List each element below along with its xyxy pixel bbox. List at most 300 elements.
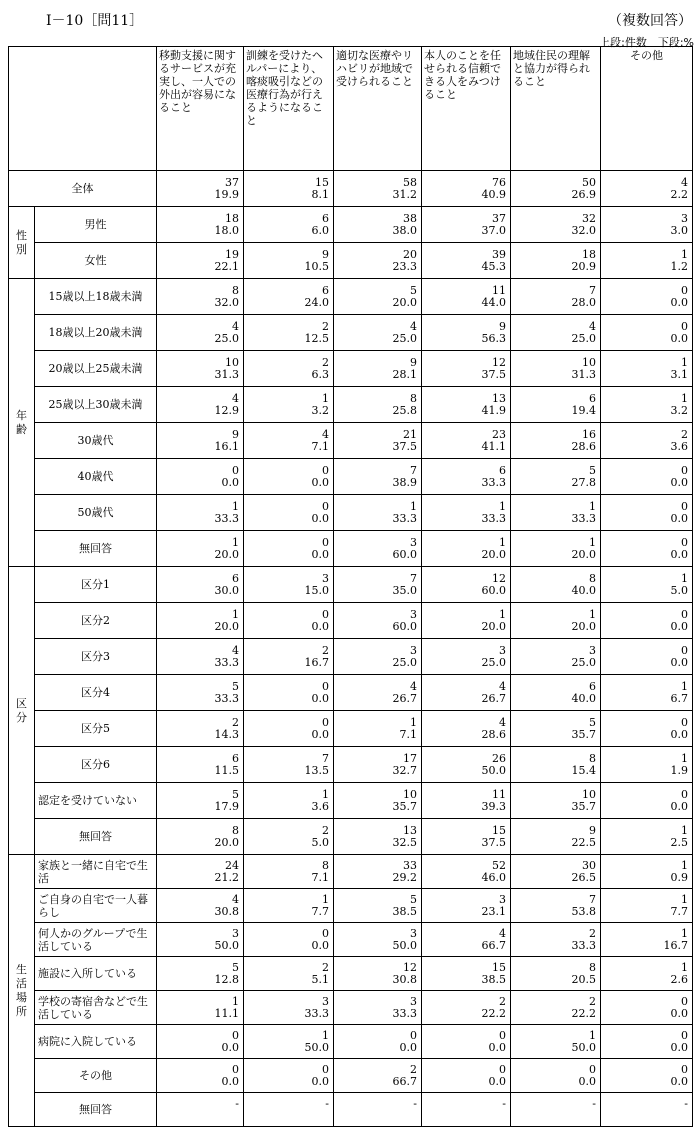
percent-value: 3.2 <box>311 403 329 417</box>
percent-value: 30.0 <box>214 583 239 597</box>
table-row <box>9 171 693 207</box>
percent-value: 0.0 <box>488 1074 506 1088</box>
row-label: 男性 <box>35 207 157 243</box>
count-value: 30 <box>582 858 596 872</box>
count-value: 1 <box>499 535 506 549</box>
value-cell <box>244 387 334 423</box>
count-value: 4 <box>232 391 239 405</box>
row-label: 40歳代 <box>35 459 157 495</box>
percent-value: 66.7 <box>392 1074 417 1088</box>
count-value: 3 <box>322 571 329 585</box>
count-value: 1 <box>681 751 688 765</box>
percent-value: 32.0 <box>214 295 239 309</box>
percent-value: 41.9 <box>481 403 506 417</box>
value-cell <box>244 495 334 531</box>
percent-value: 25.0 <box>214 331 239 345</box>
value-cell <box>334 991 422 1025</box>
table-row <box>9 711 693 747</box>
value-cell <box>334 1093 422 1127</box>
value-cell <box>334 1025 422 1059</box>
count-value: 7 <box>589 283 596 297</box>
percent-value: 20.9 <box>571 259 596 273</box>
survey-table <box>8 46 693 1127</box>
value-cell <box>511 531 601 567</box>
percent-value: 38.5 <box>481 972 506 986</box>
count-value: 1 <box>681 892 688 906</box>
percent-value: 0.0 <box>311 547 329 561</box>
percent-value: 7.1 <box>399 727 417 741</box>
percent-value: 14.3 <box>214 727 239 741</box>
value-cell <box>422 423 511 459</box>
count-value: 11 <box>492 283 506 297</box>
value-cell <box>601 171 693 207</box>
percent-value: 20.0 <box>214 835 239 849</box>
count-value: 0 <box>681 319 688 333</box>
count-value: 5 <box>410 892 417 906</box>
value-cell <box>422 675 511 711</box>
value-cell <box>244 855 334 889</box>
count-value: 10 <box>582 787 596 801</box>
percent-value: 41.1 <box>481 439 506 453</box>
value-cell <box>244 747 334 783</box>
count-value: 0 <box>232 1062 239 1076</box>
percent-value: 32.0 <box>571 223 596 237</box>
count-value: 0 <box>681 499 688 513</box>
percent-value: 23.1 <box>481 904 506 918</box>
count-value: 0 <box>681 1062 688 1076</box>
value-cell <box>244 279 334 315</box>
percent-value: 33.3 <box>481 511 506 525</box>
count-value: 21 <box>403 427 417 441</box>
count-value: 6 <box>232 751 239 765</box>
row-label: 区分3 <box>35 639 157 675</box>
value-cell <box>601 819 693 855</box>
value-cell <box>244 991 334 1025</box>
percent-value: 53.8 <box>571 904 596 918</box>
value-cell <box>422 243 511 279</box>
percent-value: 50.0 <box>214 938 239 952</box>
percent-value: 33.3 <box>304 1006 329 1020</box>
value-cell <box>601 387 693 423</box>
value-cell <box>244 889 334 923</box>
table-row <box>9 889 693 923</box>
value-cell <box>511 279 601 315</box>
count-value: 0 <box>681 535 688 549</box>
value-cell <box>157 675 244 711</box>
value-cell <box>157 819 244 855</box>
value-cell <box>334 711 422 747</box>
count-value: 5 <box>589 463 596 477</box>
count-value: 0 <box>681 643 688 657</box>
count-value: 1 <box>322 787 329 801</box>
value-cell <box>601 1093 693 1127</box>
count-value: 6 <box>589 679 596 693</box>
value-cell <box>334 783 422 819</box>
row-label: 区分5 <box>35 711 157 747</box>
count-value: - <box>325 1096 329 1110</box>
percent-value: 31.2 <box>392 187 417 201</box>
count-value: 1 <box>322 391 329 405</box>
percent-value: 39.3 <box>481 799 506 813</box>
value-cell <box>244 567 334 603</box>
value-cell <box>334 459 422 495</box>
value-cell <box>422 957 511 991</box>
count-value: 0 <box>232 1028 239 1042</box>
row-label: 家族と一緒に自宅で生活 <box>35 855 157 889</box>
value-cell <box>422 747 511 783</box>
value-cell <box>422 171 511 207</box>
value-cell <box>422 1093 511 1127</box>
value-cell <box>511 387 601 423</box>
value-cell <box>601 423 693 459</box>
percent-value: 12.5 <box>304 331 329 345</box>
count-value: 8 <box>589 751 596 765</box>
page-title: Ⅰ－10［問11］ <box>46 13 144 29</box>
percent-value: 40.9 <box>481 187 506 201</box>
value-cell <box>511 243 601 279</box>
value-cell <box>422 923 511 957</box>
value-cell <box>244 315 334 351</box>
percent-value: 0.0 <box>311 475 329 489</box>
count-value: 1 <box>499 607 506 621</box>
count-value: 2 <box>499 994 506 1008</box>
table-row <box>9 279 693 315</box>
count-value: 37 <box>225 175 239 189</box>
percent-value: 33.3 <box>214 655 239 669</box>
count-value: 7 <box>410 571 417 585</box>
percent-value: 15.0 <box>304 583 329 597</box>
row-label: 20歳以上25歳未満 <box>35 351 157 387</box>
percent-value: 35.7 <box>571 799 596 813</box>
percent-value: 56.3 <box>481 331 506 345</box>
percent-value: 3.2 <box>670 403 688 417</box>
group-label-text: 区 分 <box>16 696 27 724</box>
percent-value: 1.2 <box>670 259 688 273</box>
group-label <box>9 279 35 567</box>
count-value: 1 <box>681 247 688 261</box>
percent-value: 20.0 <box>481 619 506 633</box>
percent-value: 28.6 <box>481 727 506 741</box>
value-cell <box>601 459 693 495</box>
percent-value: 0.0 <box>488 1040 506 1054</box>
value-cell <box>511 991 601 1025</box>
value-cell <box>511 603 601 639</box>
count-value: 4 <box>322 427 329 441</box>
value-cell <box>334 243 422 279</box>
count-value: 9 <box>499 319 506 333</box>
count-value: 0 <box>322 926 329 940</box>
count-value: 4 <box>410 679 417 693</box>
row-label: ご自身の自宅で一人暮らし <box>35 889 157 923</box>
count-value: 0 <box>681 715 688 729</box>
value-cell <box>422 783 511 819</box>
count-value: 6 <box>232 571 239 585</box>
value-cell <box>157 207 244 243</box>
value-cell <box>334 675 422 711</box>
percent-value: 25.0 <box>481 655 506 669</box>
value-cell <box>422 567 511 603</box>
percent-value: 16.1 <box>214 439 239 453</box>
percent-value: 6.7 <box>670 691 688 705</box>
column-header: 適切な医療やリハビリが地域で受けられること <box>334 47 422 171</box>
value-cell <box>422 1025 511 1059</box>
value-cell <box>601 351 693 387</box>
count-value: 5 <box>589 715 596 729</box>
percent-value: 33.3 <box>571 511 596 525</box>
percent-value: 16.7 <box>304 655 329 669</box>
percent-value: 0.0 <box>670 727 688 741</box>
percent-value: 7.1 <box>311 870 329 884</box>
table-row <box>9 783 693 819</box>
row-label: 18歳以上20歳未満 <box>35 315 157 351</box>
count-value: 1 <box>322 892 329 906</box>
count-value: 17 <box>403 751 417 765</box>
count-value: 12 <box>492 571 506 585</box>
row-label: 女性 <box>35 243 157 279</box>
percent-value: 37.5 <box>481 835 506 849</box>
count-value: 6 <box>322 283 329 297</box>
count-value: 38 <box>403 211 417 225</box>
percent-value: 32.7 <box>392 763 417 777</box>
value-cell <box>334 171 422 207</box>
percent-value: 0.0 <box>399 1040 417 1054</box>
count-value: - <box>502 1096 506 1110</box>
percent-value: 0.0 <box>670 475 688 489</box>
percent-value: 38.9 <box>392 475 417 489</box>
count-value: 12 <box>492 355 506 369</box>
percent-value: 25.0 <box>392 331 417 345</box>
count-value: 4 <box>232 892 239 906</box>
percent-value: 40.0 <box>571 691 596 705</box>
value-cell <box>422 889 511 923</box>
count-value: 3 <box>410 535 417 549</box>
count-value: 1 <box>681 823 688 837</box>
count-value: 8 <box>232 823 239 837</box>
percent-value: 32.5 <box>392 835 417 849</box>
percent-value: 22.1 <box>214 259 239 273</box>
percent-value: 33.3 <box>392 1006 417 1020</box>
percent-value: 6.0 <box>311 223 329 237</box>
value-cell <box>422 603 511 639</box>
count-value: 1 <box>681 679 688 693</box>
percent-value: 0.0 <box>221 1040 239 1054</box>
value-cell <box>601 603 693 639</box>
count-value: 3 <box>499 643 506 657</box>
count-value: 0 <box>681 1028 688 1042</box>
percent-value: 0.0 <box>670 547 688 561</box>
count-value: 1 <box>589 499 596 513</box>
value-cell <box>334 957 422 991</box>
value-cell <box>422 819 511 855</box>
count-value: 16 <box>582 427 596 441</box>
value-cell <box>422 279 511 315</box>
count-value: 3 <box>232 926 239 940</box>
value-cell <box>511 171 601 207</box>
table-row <box>9 675 693 711</box>
table-row <box>9 855 693 889</box>
value-cell <box>244 531 334 567</box>
percent-value: 33.3 <box>571 938 596 952</box>
value-cell <box>334 279 422 315</box>
value-cell <box>244 207 334 243</box>
value-cell <box>601 639 693 675</box>
count-value: 76 <box>492 175 506 189</box>
percent-value: 20.0 <box>571 619 596 633</box>
value-cell <box>511 957 601 991</box>
count-value: 6 <box>589 391 596 405</box>
table-row <box>9 747 693 783</box>
value-cell <box>511 423 601 459</box>
value-cell <box>244 957 334 991</box>
row-label: 施設に入所している <box>35 957 157 991</box>
percent-value: 20.0 <box>214 547 239 561</box>
count-value: 9 <box>410 355 417 369</box>
percent-value: 3.1 <box>670 367 688 381</box>
percent-value: 2.2 <box>670 187 688 201</box>
count-value: 7 <box>322 751 329 765</box>
count-value: 1 <box>232 607 239 621</box>
value-cell <box>334 315 422 351</box>
column-header: 本人のことを任せられる信頼できる人をみつけること <box>422 47 511 171</box>
percent-value: 26.7 <box>392 691 417 705</box>
percent-value: 24.0 <box>304 295 329 309</box>
value-cell <box>422 207 511 243</box>
value-cell <box>244 1025 334 1059</box>
count-value: 0 <box>322 607 329 621</box>
count-value: 9 <box>322 247 329 261</box>
count-value: 8 <box>589 960 596 974</box>
table-row <box>9 639 693 675</box>
value-cell <box>157 991 244 1025</box>
percent-value: 8.1 <box>311 187 329 201</box>
table-row <box>9 243 693 279</box>
value-cell <box>422 387 511 423</box>
percent-value: 44.0 <box>481 295 506 309</box>
value-cell <box>422 351 511 387</box>
value-cell <box>244 459 334 495</box>
percent-value: 30.8 <box>392 972 417 986</box>
percent-value: 28.0 <box>571 295 596 309</box>
unit-note: 上段:件数 下段:% <box>599 36 694 49</box>
percent-value: 19.9 <box>214 187 239 201</box>
percent-value: 11.1 <box>214 1006 239 1020</box>
percent-value: 5.0 <box>670 583 688 597</box>
row-label: 全体 <box>9 171 157 207</box>
count-value: 18 <box>225 211 239 225</box>
count-value: 5 <box>232 960 239 974</box>
value-cell <box>334 495 422 531</box>
count-value: 3 <box>410 926 417 940</box>
percent-value: 37.5 <box>392 439 417 453</box>
percent-value: 0.0 <box>311 727 329 741</box>
percent-value: 19.4 <box>571 403 596 417</box>
percent-value: 13.5 <box>304 763 329 777</box>
count-value: 0 <box>681 463 688 477</box>
count-value: 3 <box>410 607 417 621</box>
value-cell <box>601 855 693 889</box>
count-value: 3 <box>589 643 596 657</box>
table-row <box>9 1025 693 1059</box>
percent-value: 20.0 <box>392 295 417 309</box>
count-value: 15 <box>492 823 506 837</box>
count-value: 5 <box>232 787 239 801</box>
value-cell <box>511 747 601 783</box>
value-cell <box>334 207 422 243</box>
value-cell <box>244 711 334 747</box>
count-value: 10 <box>403 787 417 801</box>
value-cell <box>511 1093 601 1127</box>
value-cell <box>422 495 511 531</box>
count-value: 26 <box>492 751 506 765</box>
group-label-text: 生 活 場 所 <box>16 962 27 1018</box>
percent-value: 60.0 <box>392 547 417 561</box>
value-cell <box>157 459 244 495</box>
table-row <box>9 207 693 243</box>
percent-value: 7.7 <box>670 904 688 918</box>
percent-value: 5.1 <box>311 972 329 986</box>
answer-type-note: （複数回答） <box>608 13 692 29</box>
count-value: 7 <box>410 463 417 477</box>
group-label <box>9 567 35 855</box>
count-value: 15 <box>315 175 329 189</box>
value-cell <box>601 991 693 1025</box>
value-cell <box>601 567 693 603</box>
value-cell <box>157 243 244 279</box>
value-cell <box>601 747 693 783</box>
table-row <box>9 1059 693 1093</box>
count-value: 37 <box>492 211 506 225</box>
count-value: 3 <box>499 892 506 906</box>
percent-value: 0.0 <box>670 1040 688 1054</box>
count-value: 1 <box>681 926 688 940</box>
table-row <box>9 567 693 603</box>
value-cell <box>244 1059 334 1093</box>
percent-value: 16.7 <box>663 938 688 952</box>
percent-value: 0.0 <box>311 1074 329 1088</box>
value-cell <box>511 675 601 711</box>
count-value: 1 <box>589 607 596 621</box>
percent-value: 0.0 <box>670 655 688 669</box>
value-cell <box>511 923 601 957</box>
count-value: 1 <box>232 499 239 513</box>
count-value: - <box>235 1096 239 1110</box>
percent-value: 17.9 <box>214 799 239 813</box>
value-cell <box>334 639 422 675</box>
value-cell <box>334 819 422 855</box>
value-cell <box>244 923 334 957</box>
value-cell <box>601 315 693 351</box>
value-cell <box>511 495 601 531</box>
count-value: 0 <box>322 535 329 549</box>
count-value: 11 <box>492 787 506 801</box>
percent-value: 26.9 <box>571 187 596 201</box>
value-cell <box>157 1059 244 1093</box>
row-label: 30歳代 <box>35 423 157 459</box>
count-value: 10 <box>582 355 596 369</box>
value-cell <box>511 855 601 889</box>
percent-value: 50.0 <box>481 763 506 777</box>
percent-value: 29.2 <box>392 870 417 884</box>
row-label: 区分1 <box>35 567 157 603</box>
count-value: 10 <box>225 355 239 369</box>
percent-value: 0.0 <box>670 511 688 525</box>
value-cell <box>157 603 244 639</box>
count-value: 58 <box>403 175 417 189</box>
percent-value: 33.3 <box>392 511 417 525</box>
percent-value: 2.5 <box>670 835 688 849</box>
percent-value: 20.0 <box>481 547 506 561</box>
percent-value: 0.0 <box>670 295 688 309</box>
